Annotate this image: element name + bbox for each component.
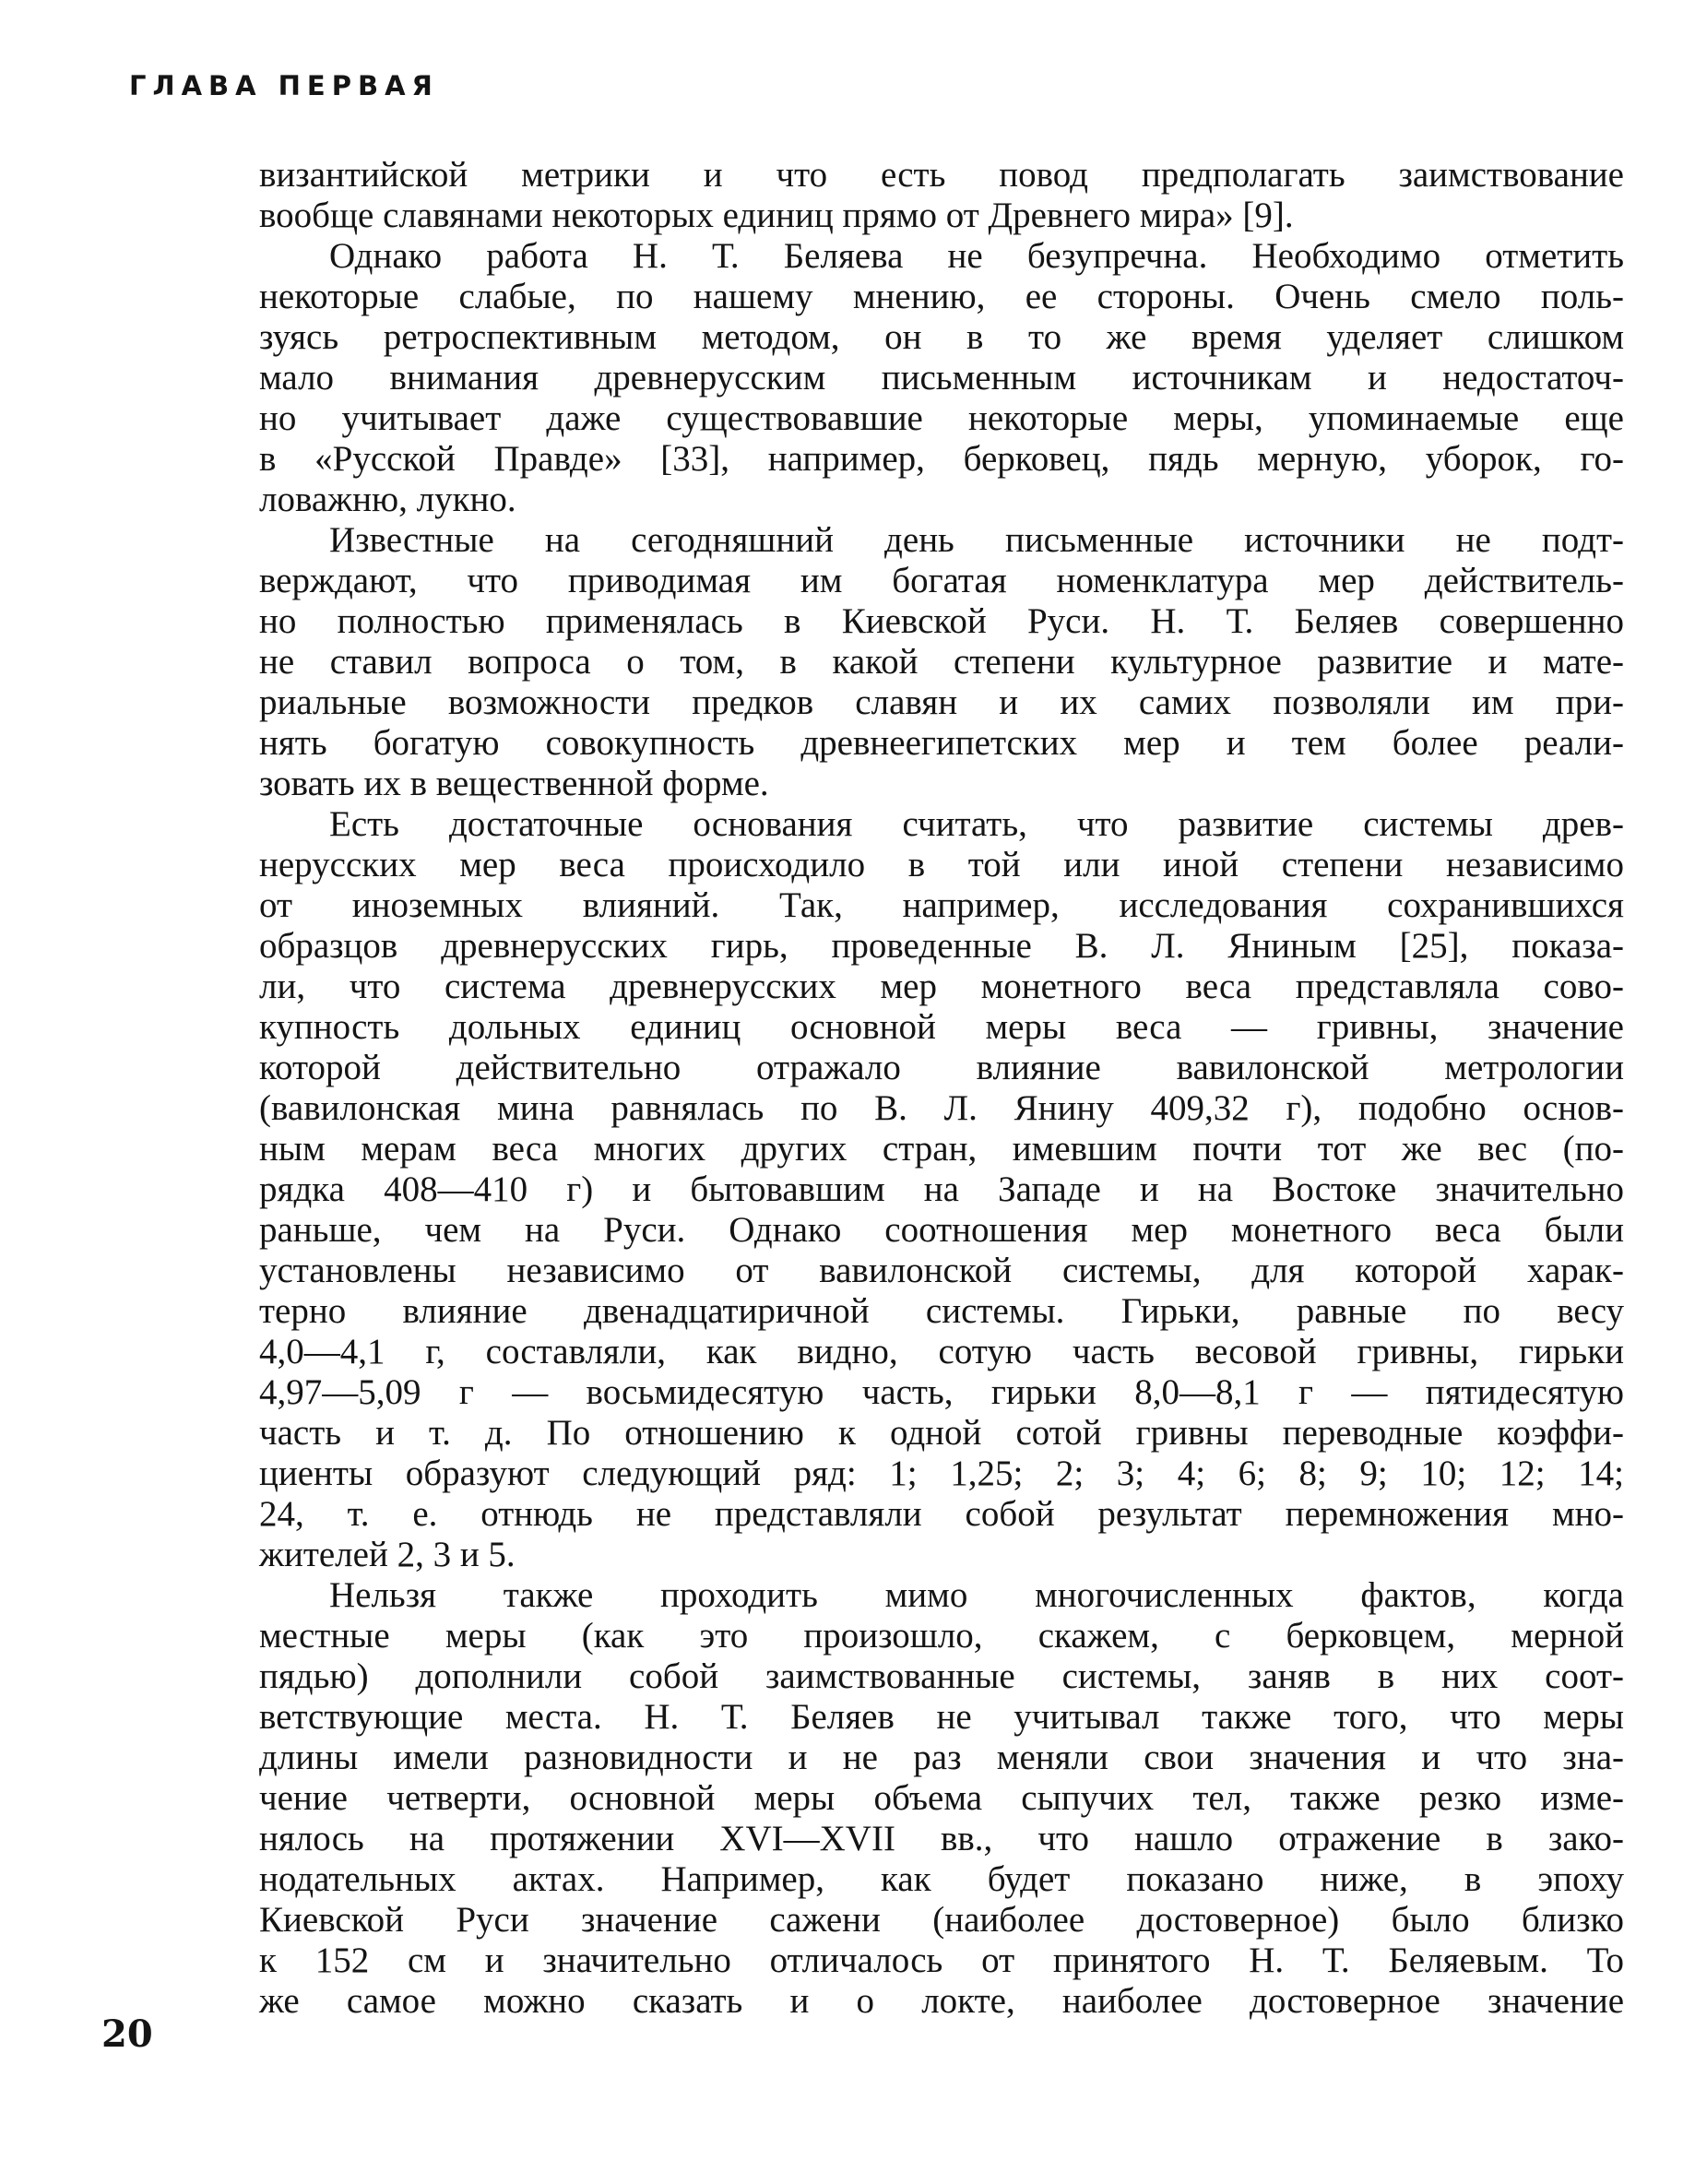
text-line: Есть достаточные основания считать, что развитие системы древ- [329, 804, 1624, 844]
paragraph [259, 1575, 1624, 2022]
text-line: византийской метрики и что есть повод предполагать заимствование [259, 155, 1624, 195]
text-line: зуясь ретроспективным методом, он в то же время уделяет слишком [259, 317, 1624, 357]
text-line: риальные возможности предков славян и их самих позволяли им при- [259, 682, 1624, 722]
body-text [259, 155, 1624, 2022]
text-line: вообще славянами некоторых единиц прямо от Древнего мира» [9]. [259, 196, 1294, 235]
text-line: которой действительно отражало влияние вавилонской метрологии [259, 1048, 1624, 1087]
text-line: ным мерам веса многих других стран, имевшим почти тот же вес (по- [259, 1129, 1624, 1169]
text-line: местные меры (как это произошло, скажем, с берковцем, мерной [259, 1616, 1624, 1656]
text-line: Киевской Руси значение сажени (наиболее достоверное) было близко [259, 1900, 1624, 1940]
text-line: часть и т. д. По отношению к одной сотой гривны переводные коэффи- [259, 1413, 1624, 1453]
paragraph [259, 236, 1624, 520]
text-line: зовать их в вещественной форме. [259, 764, 769, 803]
text-line: ловажню, лукно. [259, 480, 516, 519]
text-line: верждают, что приводимая им богатая номенклатура мер действитель- [259, 561, 1624, 600]
text-line: но полностью применялась в Киевской Руси. Н. Т. Беляев совершенно [259, 601, 1624, 641]
text-line: нялось на протяжении XVI—XVII вв., что нашло отражение в зако- [259, 1819, 1624, 1858]
text-line: (вавилонская мина равнялась по В. Л. Янину 409,32 г), подобно основ- [259, 1088, 1624, 1128]
text-line: чение четверти, основной меры объема сыпучих тел, также резко изме- [259, 1778, 1624, 1818]
running-header: ГЛАВА ПЕРВАЯ [129, 70, 439, 101]
text-line: нерусских мер веса происходило в той или иной степени независимо [259, 845, 1624, 884]
text-line: купность дольных единиц основной меры веса — гривны, значение [259, 1007, 1624, 1047]
text-line: терно влияние двенадцатиричной системы. Гирьки, равные по весу [259, 1291, 1624, 1331]
text-line: 4,0—4,1 г, составляли, как видно, сотую часть весовой гривны, гирьки [259, 1332, 1624, 1371]
text-line: 4,97—5,09 г — восьмидесятую часть, гирьки 8,0—8,1 г — пятидесятую [259, 1372, 1624, 1412]
text-line: циенты образуют следующий ряд: 1; 1,25; 2; 3; 4; 6; 8; 9; 10; 12; 14; [259, 1454, 1624, 1493]
text-line: нять богатую совокупность древнеегипетских мер и тем более реали- [259, 723, 1624, 763]
text-line: мало внимания древнерусским письменным источникам и недостаточ- [259, 358, 1624, 398]
text-line: Известные на сегодняшний день письменные источники не подт- [329, 520, 1624, 560]
page-number: 20 [101, 2012, 153, 2056]
text-line: но учитывает даже существовавшие некоторые меры, упоминаемые еще [259, 398, 1624, 438]
text-line: установлены независимо от вавилонской системы, для которой харак- [259, 1251, 1624, 1290]
text-line: нодательных актах. Например, как будет показано ниже, в эпоху [259, 1859, 1624, 1899]
text-line: в «Русской Правде» [33], например, берковец, пядь мерную, уборок, го- [259, 439, 1624, 479]
text-line: же самое можно сказать и о локте, наиболее достоверное значение [259, 1981, 1624, 2021]
text-line: некоторые слабые, по нашему мнению, ее стороны. Очень смело поль- [259, 277, 1624, 316]
text-line: длины имели разновидности и не раз меняли свои значения и что зна- [259, 1738, 1624, 1777]
text-line: не ставил вопроса о том, в какой степени культурное развитие и мате- [259, 642, 1624, 682]
paragraph [259, 520, 1624, 804]
text-line: к 152 см и значительно отличалось от принятого Н. Т. Беляевым. То [259, 1941, 1624, 1980]
text-line: рядка 408—410 г) и бытовавшим на Западе и на Востоке значительно [259, 1169, 1624, 1209]
paragraph [259, 804, 1624, 1575]
text-line: образцов древнерусских гирь, проведенные В. Л. Яниным [25], показа- [259, 926, 1624, 966]
text-line: Однако работа Н. Т. Беляева не безупречна. Необходимо отметить [329, 236, 1624, 276]
text-line: 24, т. е. отнюдь не представляли собой результат перемножения мно- [259, 1494, 1624, 1534]
text-line: от иноземных влияний. Так, например, исследования сохранившихся [259, 885, 1624, 925]
text-line: ли, что система древнерусских мер монетного веса представляла сово- [259, 967, 1624, 1006]
paragraph [259, 155, 1624, 236]
text-line: Нельзя также проходить мимо многочисленных фактов, когда [329, 1575, 1624, 1615]
text-line: пядью) дополнили собой заимствованные системы, заняв в них соот- [259, 1656, 1624, 1696]
text-line: раньше, чем на Руси. Однако соотношения мер монетного веса были [259, 1210, 1624, 1250]
text-line: жителей 2, 3 и 5. [259, 1535, 516, 1574]
text-line: ветствующие места. Н. Т. Беляев не учитывал также того, что меры [259, 1697, 1624, 1737]
